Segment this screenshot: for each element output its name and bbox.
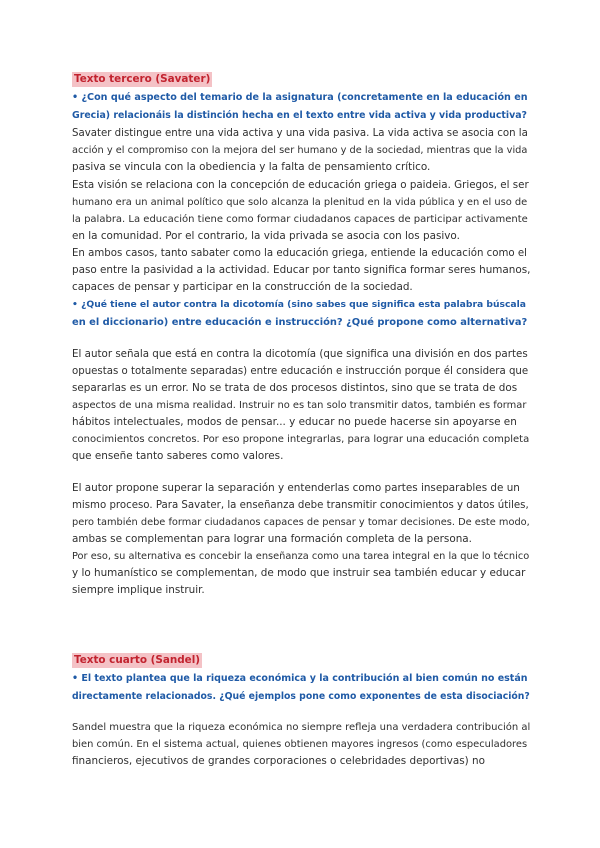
paragraph-line: conocimientos concretos. Por eso propone integrarlas, para lograr una educación completa (72, 434, 530, 445)
paragraph-line: Por eso, su alternativa es concebir la enseñanza como una tarea integral en la que lo técnico (72, 551, 530, 562)
paragraph-line: capaces de pensar y participar en la construcción de la sociedad. (72, 281, 413, 293)
question-line: • ¿Qué tiene el autor contra la dicotomía (sino sabes que significa esta palabra búscala (72, 299, 526, 310)
paragraph-line: El autor propone superar la separación y entenderlas como partes inseparables de un (72, 482, 520, 494)
paragraph-line: siempre implique instruir. (72, 584, 205, 596)
question-line: • El texto plantea que la riqueza económica y la contribución al bien común no están (72, 673, 528, 684)
question-line: Grecia) relacionáis la distinción hecha en el texto entre vida activa y vida productiva? (72, 110, 527, 121)
paragraph-line: Esta visión se relaciona con la concepción de educación griega o paideia. Griegos, el ser (72, 179, 529, 191)
paragraph-line: la palabra. La educación tiene como formar ciudadanos capaces de participar activamente (72, 214, 528, 225)
paragraph-line: En ambos casos, tanto sabater como la educación griega, entiende la educación como el (72, 248, 527, 259)
paragraph-line: pasiva se vincula con la obediencia y la falta de pensamiento crítico. (72, 161, 431, 173)
paragraph-line: acción y el compromiso con la mejora del ser humano y de la sociedad, mientras que la vida (72, 145, 528, 156)
paragraph-line: y lo humanístico se complementan, de modo que instruir sea también educar y educar (72, 567, 526, 579)
paragraph-line: humano era un animal político que solo alcanza la plenitud en la vida pública y en el uso de (72, 197, 528, 208)
paragraph-line: financieros, ejecutivos de grandes corporaciones o celebridades deportivas) no (72, 755, 485, 767)
paragraph-line: Savater distingue entre una vida activa y una vida pasiva. La vida activa se asocia con la (72, 128, 528, 139)
question-line: • ¿Con qué aspecto del temario de la asignatura (concretamente en la educación en (72, 92, 528, 103)
paragraph-line: bien común. En el sistema actual, quienes obtienen mayores ingresos (como especuladores (72, 739, 528, 750)
paragraph-line: paso entre la pasividad a la actividad. Educar por tanto significa formar seres humanos, (72, 264, 531, 276)
section-title-sandel: Texto cuarto (Sandel) (74, 654, 201, 666)
section-title-savater: Texto tercero (Savater) (74, 73, 211, 85)
paragraph-line: en la comunidad. Por el contrario, la vida privada se asocia con los pasivo. (72, 230, 460, 242)
paragraph-line: pero también debe formar ciudadanos capaces de pensar y tomar decisiones. De este modo, (72, 517, 530, 528)
question-line: en el diccionario) entre educación e instrucción? ¿Qué propone como alternativa? (72, 317, 528, 328)
paragraph-line: Sandel muestra que la riqueza económica no siempre refleja una verdadera contribución al (72, 722, 531, 733)
paragraph-line: El autor señala que está en contra la dicotomía (que significa una división en dos partes (72, 348, 528, 360)
paragraph-line: ambas se complementan para lograr una formación completa de la persona. (72, 533, 472, 545)
paragraph-line: separarlas es un error. No se trata de dos procesos distintos, sino que se trata de dos (72, 382, 518, 394)
paragraph-line: hábitos intelectuales, modos de pensar... y educar no puede hacerse sin apoyarse en (72, 416, 517, 428)
paragraph-line: mismo proceso. Para Savater, la enseñanza debe transmitir conocimientos y datos útiles, (72, 500, 529, 511)
question-line: directamente relacionados. ¿Qué ejemplos pone como exponentes de esta disociación? (72, 691, 530, 702)
paragraph-line: opuestas o totalmente separadas) entre educación e instrucción porque él considera que (72, 366, 529, 377)
paragraph-line: que enseñe tanto saberes como valores. (72, 450, 284, 462)
paragraph-line: aspectos de una misma realidad. Instruir no es tan solo transmitir datos, también es formar (72, 400, 527, 411)
